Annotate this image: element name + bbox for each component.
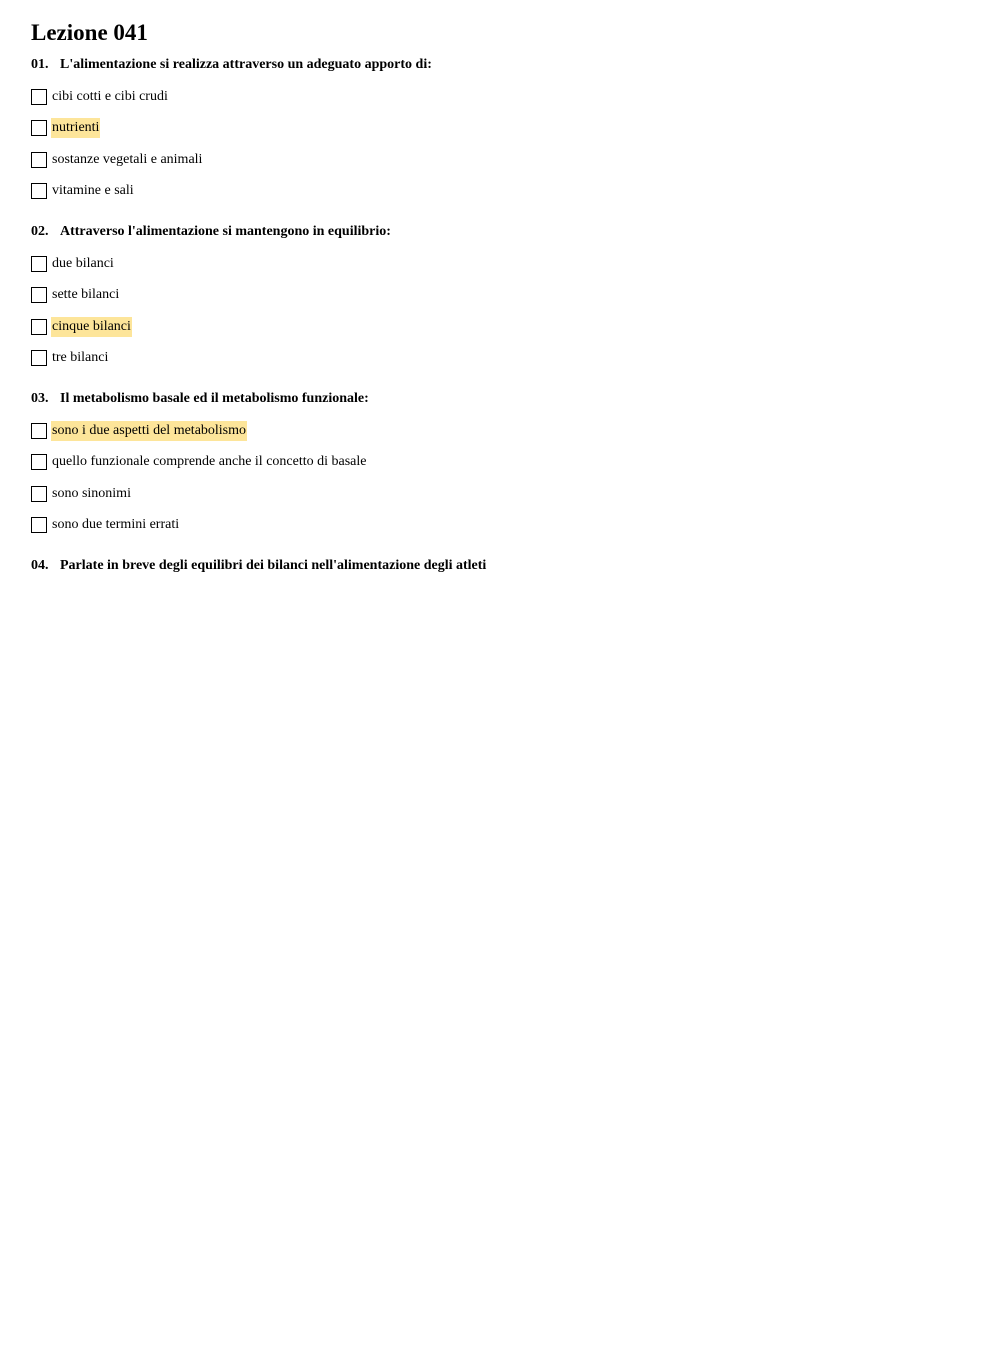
question-prompt: Attraverso l'alimentazione si mantengono in equilibrio:	[60, 224, 391, 239]
checkbox[interactable]	[31, 120, 47, 136]
question-text	[31, 56, 971, 74]
checkbox[interactable]	[31, 350, 47, 366]
question-number: 01.	[31, 57, 49, 72]
option-label-highlighted: nutrienti	[51, 118, 100, 138]
question-number: 04.	[31, 558, 49, 573]
answer-option[interactable]	[31, 415, 971, 447]
option-label: cibi cotti e cibi crudi	[52, 88, 168, 104]
option-label: sono due termini errati	[52, 517, 180, 533]
document-page	[31, 18, 971, 591]
answer-option[interactable]	[31, 113, 971, 145]
question-04	[31, 557, 971, 575]
option-label-highlighted: cinque bilanci	[51, 317, 132, 337]
option-label: due bilanci	[52, 255, 114, 271]
question-03	[31, 390, 971, 541]
answer-option[interactable]	[31, 311, 971, 343]
option-label: sostanze vegetali e animali	[52, 151, 203, 167]
answer-option[interactable]	[31, 248, 971, 280]
option-label: quello funzionale comprende anche il concetto di basale	[52, 454, 367, 470]
answer-option[interactable]	[31, 447, 971, 479]
question-01	[31, 56, 971, 207]
question-text	[31, 390, 971, 408]
question-prompt: Parlate in breve degli equilibri dei bilanci nell'alimentazione degli atleti	[60, 558, 487, 573]
option-label: vitamine e sali	[52, 183, 134, 199]
checkbox[interactable]	[31, 287, 47, 303]
answer-option[interactable]	[31, 280, 971, 312]
checkbox[interactable]	[31, 517, 47, 533]
answer-option[interactable]	[31, 81, 971, 113]
question-number: 03.	[31, 391, 49, 406]
option-label: sono sinonimi	[52, 485, 131, 501]
answer-option[interactable]	[31, 510, 971, 542]
answer-option[interactable]	[31, 176, 971, 208]
checkbox[interactable]	[31, 256, 47, 272]
question-prompt: Il metabolismo basale ed il metabolismo funzionale:	[60, 391, 369, 406]
question-number: 02.	[31, 224, 49, 239]
checkbox[interactable]	[31, 89, 47, 105]
option-label-highlighted: sono i due aspetti del metabolismo	[51, 421, 247, 441]
checkbox[interactable]	[31, 183, 47, 199]
checkbox[interactable]	[31, 152, 47, 168]
option-label: tre bilanci	[52, 350, 109, 366]
lesson-title: Lezione 041	[31, 20, 148, 45]
checkbox[interactable]	[31, 486, 47, 502]
answer-option[interactable]	[31, 144, 971, 176]
checkbox[interactable]	[31, 319, 47, 335]
answer-option[interactable]	[31, 478, 971, 510]
checkbox[interactable]	[31, 423, 47, 439]
option-label: sette bilanci	[52, 287, 120, 303]
question-02	[31, 223, 971, 374]
question-prompt: L'alimentazione si realizza attraverso un adeguato apporto di:	[60, 57, 432, 72]
question-text	[31, 557, 971, 575]
answer-option[interactable]	[31, 343, 971, 375]
question-text	[31, 223, 971, 241]
checkbox[interactable]	[31, 454, 47, 470]
